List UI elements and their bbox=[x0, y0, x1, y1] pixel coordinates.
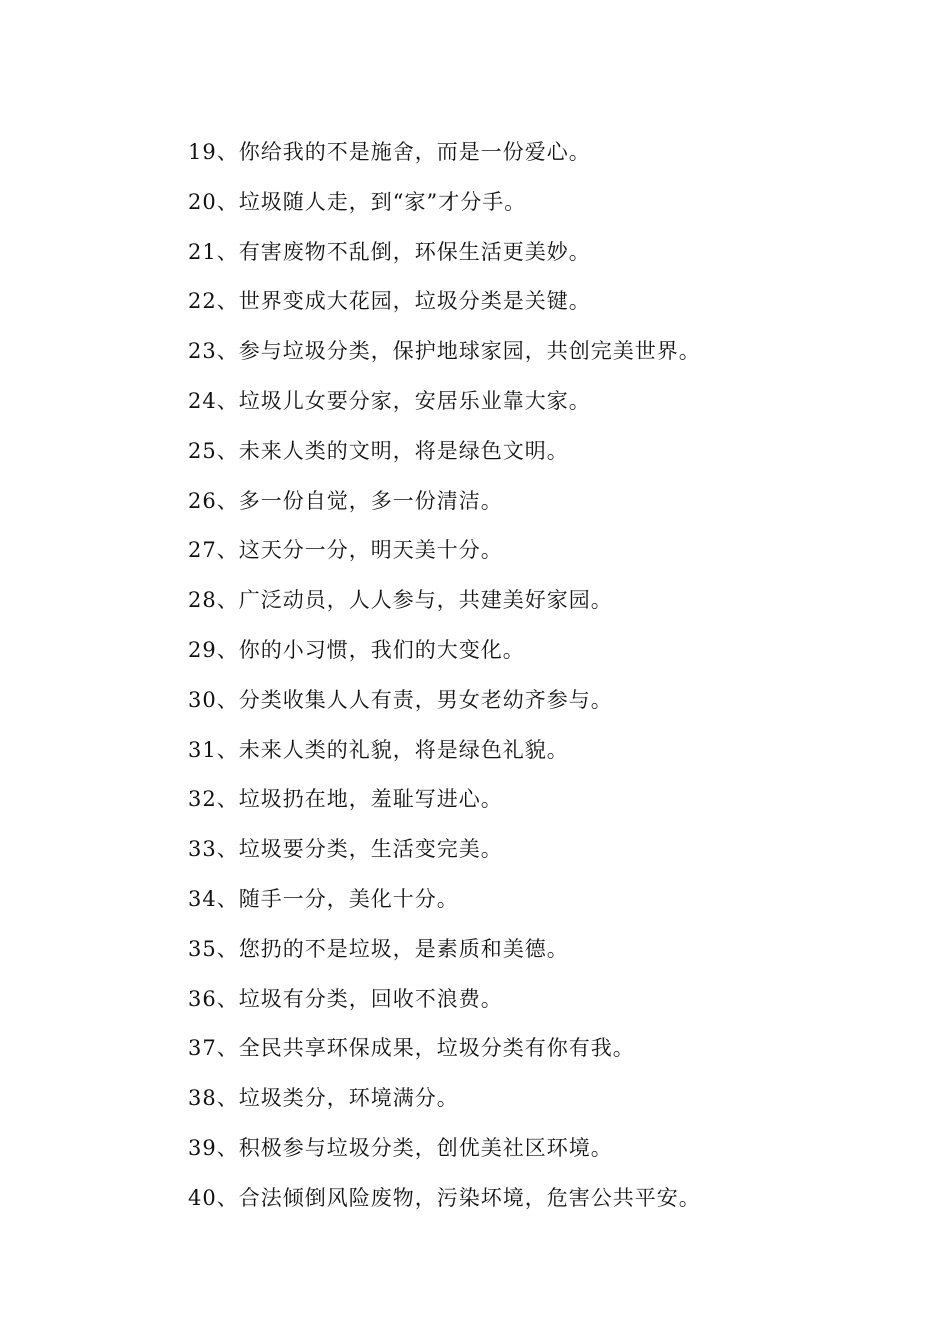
slogan-line: 30、分类收集人人有责，男女老幼齐参与。 bbox=[188, 687, 613, 712]
slogan-line: 33、垃圾要分类，生活变完美。 bbox=[188, 837, 503, 862]
slogan-line: 26、多一份自觉，多一份清洁。 bbox=[188, 488, 503, 513]
slogan-line: 36、垃圾有分类，回收不浪费。 bbox=[188, 986, 503, 1011]
slogan-list bbox=[188, 136, 701, 1232]
slogan-line: 40、合法倾倒风险废物，污染坏境，危害公共平安。 bbox=[188, 1185, 701, 1210]
slogan-line: 35、您扔的不是垃圾，是素质和美德。 bbox=[188, 936, 569, 961]
slogan-line: 31、未来人类的礼貌，将是绿色礼貌。 bbox=[188, 737, 569, 762]
slogan-line: 32、垃圾扔在地，羞耻写进心。 bbox=[188, 787, 503, 812]
slogan-line: 23、参与垃圾分类，保护地球家园，共创完美世界。 bbox=[188, 339, 701, 364]
slogan-line: 29、你的小习惯，我们的大变化。 bbox=[188, 637, 525, 662]
slogan-line: 25、未来人类的文明，将是绿色文明。 bbox=[188, 438, 569, 463]
slogan-line: 34、随手一分，美化十分。 bbox=[188, 886, 459, 911]
slogan-line: 37、全民共享环保成果，垃圾分类有你有我。 bbox=[188, 1036, 635, 1061]
slogan-line: 22、世界变成大花园，垃圾分类是关键。 bbox=[188, 289, 591, 314]
slogan-line: 20、垃圾随人走，到“家”才分手。 bbox=[188, 189, 527, 214]
slogan-line: 27、这天分一分，明天美十分。 bbox=[188, 538, 503, 563]
slogan-line: 39、积极参与垃圾分类，创优美社区环境。 bbox=[188, 1135, 613, 1160]
slogan-line: 28、广泛动员，人人参与，共建美好家园。 bbox=[188, 588, 613, 613]
slogan-line: 24、垃圾儿女要分家，安居乐业靠大家。 bbox=[188, 388, 591, 413]
slogan-line: 38、垃圾类分，环境满分。 bbox=[188, 1086, 459, 1111]
slogan-line: 19、你给我的不是施舍，而是一份爱心。 bbox=[188, 140, 591, 164]
slogan-line: 21、有害废物不乱倒，环保生活更美妙。 bbox=[188, 239, 591, 264]
